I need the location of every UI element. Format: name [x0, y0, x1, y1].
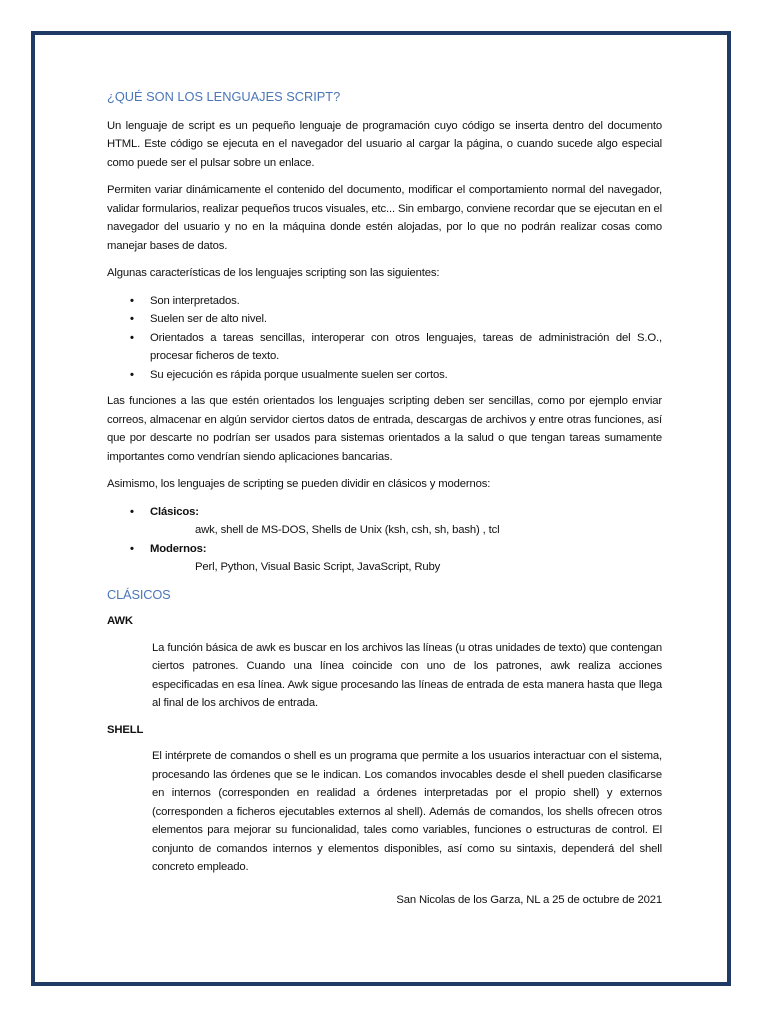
- paragraph-capabilities: Permiten variar dinámicamente el contenido del documento, modificar el comportamiento normal del navegador, validar formularios, realizar pequeños trucos visuales, etc... Sin embargo, conviene recordar que se ejecutan en el navegador del usuario y no en la máquina donde estén alojadas, por lo que no podrán realizar cosas como manejar bases de datos.: [107, 184, 662, 252]
- list-item-clasicos: [150, 503, 662, 540]
- list-item: • Orientados a tareas sencillas, interoperar con otros lenguajes, tareas de administración del S.O., procesar ficheros de texto.: [150, 329, 662, 366]
- subsection-heading-awk: AWK: [107, 615, 133, 627]
- classification-label: • Clásicos:: [150, 505, 199, 518]
- paragraph-classification-intro: Asimismo, los lenguajes de scripting se pueden dividir en clásicos y modernos:: [107, 478, 491, 490]
- paragraph-intro: Un lenguaje de script es un pequeño lenguaje de programación cuyo código se inserta dentro del documento HTML. Este código se ejecuta en el navegador del usuario al cargar la página, o cuando sucede algo especial como puede ser el pulsar sobre un enlace.: [107, 119, 662, 169]
- characteristics-list: [107, 292, 662, 385]
- signature-line: San Nicolas de los Garza, NL a 25 de octubre de 2021: [396, 893, 662, 906]
- paragraph-shell: El intérprete de comandos o shell es un programa que permite a los usuarios interactuar con el sistema, procesando las órdenes que se le indican. Los comandos invocables desde el shell pueden clasificarse en internos (corresponden en realidad a órdenes interpretadas por el propio shell) y externos (corresponden a ficheros ejecutables externos al shell). Además de comandos, los shells ofrecen otros elementos para mejorar su funcionalidad, tales como variables, funciones o estructuras de control. El conjunto de comandos internos y elementos disponibles, así como su sintaxis, dependerá del shell concreto empleado.: [152, 750, 662, 873]
- list-item: • Suelen ser de alto nivel.: [150, 310, 662, 329]
- document-body: [107, 88, 662, 909]
- classification-examples: Perl, Python, Visual Basic Script, JavaScript, Ruby: [195, 561, 441, 573]
- classification-list: [107, 503, 662, 577]
- classification-examples: awk, shell de MS-DOS, Shells de Unix (ksh, csh, sh, bash) , tcl: [195, 524, 500, 536]
- paragraph-characteristics-intro: Algunas características de los lenguajes scripting son las siguientes:: [107, 267, 440, 279]
- paragraph-functions: Las funciones a las que estén orientados los lenguajes scripting deben ser sencillas, como por ejemplo enviar correos, almacenar en algún servidor ciertos datos de entrada, descargas de archivos y entre otras funciones, así que por descarte no podrían ser usados para sistemas orientados a la salud o que tengan tareas sumamente importantes como vendrían siendo aplicaciones bancarias.: [107, 395, 662, 463]
- subsection-heading-shell: SHELL: [107, 723, 144, 736]
- classification-label: • Modernos:: [150, 542, 207, 555]
- page-title: ¿QUÉ SON LOS LENGUAJES SCRIPT?: [107, 89, 341, 104]
- list-item: • Son interpretados.: [150, 292, 662, 311]
- section-heading-clasicos: CLÁSICOS: [107, 586, 171, 602]
- list-item: • Su ejecución es rápida porque usualmente suelen ser cortos.: [150, 366, 662, 385]
- paragraph-awk: La función básica de awk es buscar en los archivos las líneas (u otras unidades de texto) que contengan ciertos patrones. Cuando una línea coincide con uno de los patrones, awk realiza acciones especificadas en esa línea. Awk sigue procesando las líneas de entrada de esta manera hasta que llega al final de los archivos de entrada.: [152, 641, 662, 709]
- list-item-modernos: [150, 540, 662, 577]
